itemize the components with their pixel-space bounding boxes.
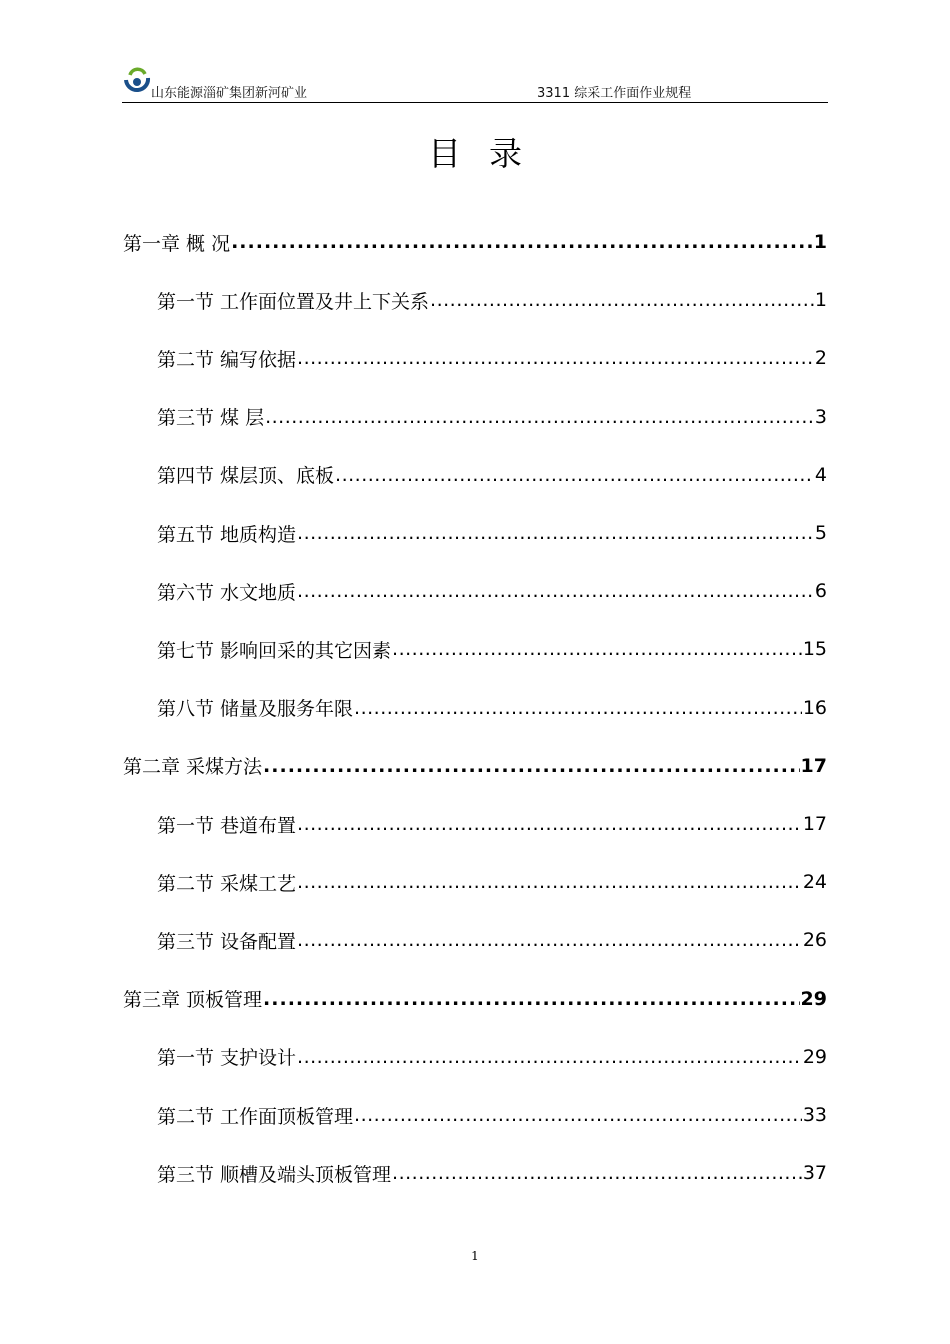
toc-section-row[interactable] (157, 925, 827, 955)
toc-entry-page: 37 (802, 1162, 827, 1185)
toc-entry-label: 第一节 支护设计 (157, 1047, 297, 1070)
toc-entry-label: 第三节 煤 层 (157, 407, 265, 430)
dot-leader (392, 1162, 802, 1184)
dot-leader (263, 988, 800, 1010)
toc-entry-label: 第三节 顺槽及端头顶板管理 (157, 1163, 392, 1186)
toc-entry-label: 第二节 采煤工艺 (157, 872, 297, 895)
toc-entry-page: 4 (814, 463, 827, 486)
toc-entry-page: 29 (800, 987, 827, 1010)
toc-entry-label: 第七节 影响回采的其它因素 (157, 639, 392, 662)
page-header (122, 66, 828, 103)
toc-entry-page: 1 (813, 231, 827, 253)
toc-chapter-row[interactable] (123, 227, 827, 257)
toc-entry-page: 24 (802, 871, 827, 894)
toc-entry-label: 第二节 编写依据 (157, 348, 297, 371)
toc-entry-label: 第八节 储量及服务年限 (157, 698, 354, 721)
toc-entry-page: 15 (802, 638, 827, 661)
dot-leader (231, 231, 813, 253)
toc-section-row[interactable] (157, 1042, 827, 1072)
toc-chapter-row[interactable] (123, 984, 827, 1014)
toc-entry-label: 第一节 巷道布置 (157, 814, 297, 837)
dot-leader (297, 929, 802, 951)
toc-section-row[interactable] (157, 402, 827, 432)
page-title: 目录 (428, 134, 550, 173)
dot-leader (265, 406, 814, 428)
dot-leader (335, 464, 814, 486)
toc-entry-page: 16 (802, 696, 827, 719)
toc-entry-page: 5 (814, 522, 827, 544)
toc-section-row[interactable] (157, 634, 827, 664)
toc-entry-page: 3 (814, 405, 827, 428)
toc-entry-page: 2 (814, 347, 827, 370)
dot-leader (297, 580, 814, 602)
toc-section-row[interactable] (157, 576, 827, 606)
toc-section-row[interactable] (157, 460, 827, 490)
toc-section-row[interactable] (157, 1100, 827, 1130)
toc-entry-label: 第一节 工作面位置及井上下关系 (157, 290, 430, 313)
toc-section-row[interactable] (157, 867, 827, 897)
document-name: 3311 综采工作面作业规程 (537, 86, 692, 101)
company-logo-icon (122, 66, 152, 96)
toc-entry-label: 第二节 工作面顶板管理 (157, 1105, 354, 1128)
toc-section-row[interactable] (157, 809, 827, 839)
toc-entry-page: 17 (800, 754, 827, 777)
toc-entry-page: 1 (814, 289, 827, 312)
toc-entry-page: 33 (802, 1104, 827, 1126)
toc-section-row[interactable] (157, 343, 827, 373)
dot-leader (297, 1046, 802, 1068)
dot-leader (354, 1104, 802, 1126)
dot-leader (263, 755, 800, 777)
toc-entry-page: 17 (802, 813, 827, 835)
toc-entry-label: 第五节 地质构造 (157, 523, 297, 546)
toc-section-row[interactable] (157, 693, 827, 723)
toc-entry-page: 29 (802, 1045, 827, 1068)
dot-leader (392, 638, 802, 660)
toc-entry-page: 6 (814, 580, 827, 603)
toc-entry-label: 第三节 设备配置 (157, 930, 297, 953)
toc-section-row[interactable] (157, 518, 827, 548)
toc-entry-label: 第六节 水文地质 (157, 581, 297, 604)
dot-leader (297, 522, 814, 544)
toc-entry-page: 26 (802, 929, 827, 952)
dot-leader (297, 871, 802, 893)
dot-leader (354, 697, 802, 719)
toc-entry-label: 第一章 概 况 (123, 232, 231, 255)
toc-entry-label: 第四节 煤层顶、底板 (157, 465, 335, 488)
dot-leader (430, 289, 814, 311)
toc-section-row[interactable] (157, 285, 827, 315)
dot-leader (297, 347, 814, 369)
page-number: 1 (471, 1249, 479, 1263)
dot-leader (297, 813, 802, 835)
toc-entry-label: 第三章 顶板管理 (123, 989, 263, 1012)
toc-section-row[interactable] (157, 1158, 827, 1188)
toc-chapter-row[interactable] (123, 751, 827, 781)
company-name: 山东能源淄矿集团新河矿业 (151, 86, 308, 101)
toc-entry-label: 第二章 采煤方法 (123, 756, 263, 779)
